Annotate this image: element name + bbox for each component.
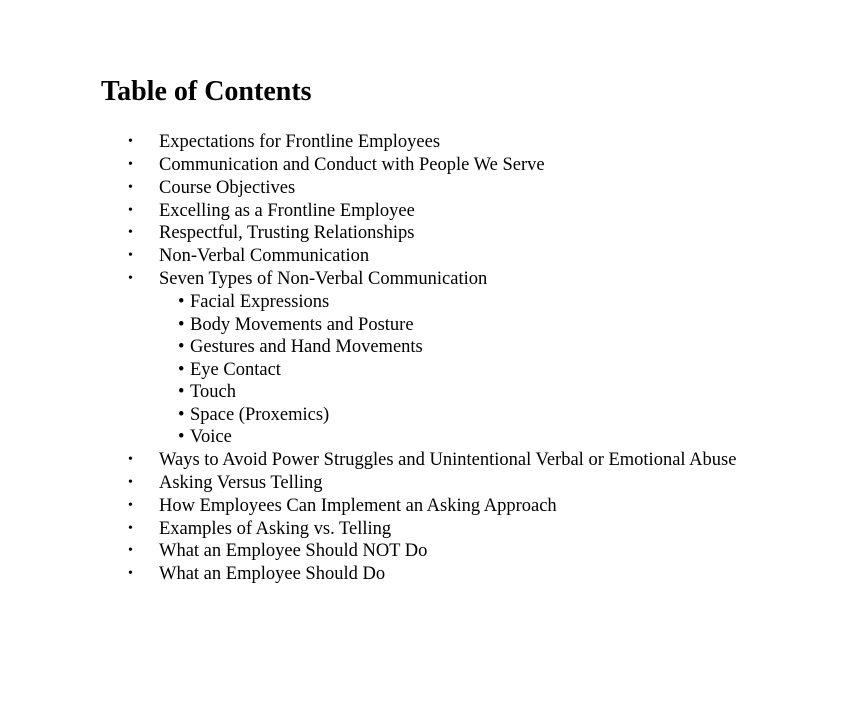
toc-subitem bbox=[0, 404, 862, 427]
page-title: Table of Contents bbox=[101, 76, 312, 107]
sub-bullet-icon: • bbox=[178, 404, 185, 425]
bullet-icon: • bbox=[128, 179, 133, 195]
sub-bullet-icon: • bbox=[178, 427, 185, 448]
bullet-icon: • bbox=[128, 271, 133, 287]
sub-bullet-icon: • bbox=[178, 314, 185, 335]
toc-item-label: Examples of Asking vs. Telling bbox=[159, 518, 392, 539]
toc-item-label: Seven Types of Non-Verbal Communication bbox=[159, 269, 488, 290]
toc-item bbox=[0, 222, 862, 245]
bullet-icon: • bbox=[128, 566, 133, 582]
toc-subitem-label: Facial Expressions bbox=[190, 291, 330, 312]
toc-item-label: Non-Verbal Communication bbox=[159, 246, 370, 267]
toc-subitem-label: Voice bbox=[190, 427, 232, 448]
toc-item-label: Asking Versus Telling bbox=[159, 472, 323, 493]
toc-item bbox=[0, 245, 862, 268]
toc-item bbox=[0, 540, 862, 563]
toc-item bbox=[0, 200, 862, 223]
toc-item-label: Communication and Conduct with People We Serve bbox=[159, 154, 545, 175]
toc-item bbox=[0, 131, 862, 154]
bullet-icon: • bbox=[128, 156, 133, 172]
bullet-icon: • bbox=[128, 497, 133, 513]
toc-item-label: Ways to Avoid Power Struggles and Unintentional Verbal or Emotional Abuse bbox=[159, 450, 737, 471]
toc-subitem-label: Space (Proxemics) bbox=[190, 404, 330, 425]
toc-item bbox=[0, 518, 862, 541]
toc-item-label: Excelling as a Frontline Employee bbox=[159, 200, 415, 221]
toc-item-label: What an Employee Should Do bbox=[159, 564, 386, 585]
toc-item bbox=[0, 154, 862, 177]
toc-item bbox=[0, 268, 862, 291]
toc-item-label: Course Objectives bbox=[159, 177, 296, 198]
bullet-icon: • bbox=[128, 474, 133, 490]
toc-subitem-label: Body Movements and Posture bbox=[190, 314, 414, 335]
toc-subitem bbox=[0, 381, 862, 404]
sub-bullet-icon: • bbox=[178, 382, 185, 403]
toc-item-label: What an Employee Should NOT Do bbox=[159, 541, 428, 562]
toc-item-label: How Employees Can Implement an Asking Approach bbox=[159, 495, 557, 516]
toc-subitem bbox=[0, 336, 862, 359]
bullet-icon: • bbox=[128, 452, 133, 468]
toc-item bbox=[0, 472, 862, 495]
toc-item-label: Respectful, Trusting Relationships bbox=[159, 223, 415, 244]
sub-bullet-icon: • bbox=[178, 359, 185, 380]
bullet-icon: • bbox=[128, 248, 133, 264]
sub-bullet-icon: • bbox=[178, 337, 185, 358]
bullet-icon: • bbox=[128, 543, 133, 559]
toc-item bbox=[0, 563, 862, 586]
toc-item-label: Expectations for Frontline Employees bbox=[159, 132, 441, 152]
toc-list bbox=[0, 131, 862, 586]
toc-item bbox=[0, 495, 862, 518]
toc-subitem bbox=[0, 426, 862, 449]
toc-subitem bbox=[0, 359, 862, 382]
toc-subitem bbox=[0, 314, 862, 337]
toc-item bbox=[0, 449, 862, 472]
toc-subitem bbox=[0, 291, 862, 314]
bullet-icon: • bbox=[128, 202, 133, 218]
bullet-icon: • bbox=[128, 225, 133, 241]
toc-subitem-label: Touch bbox=[190, 382, 236, 403]
bullet-icon: • bbox=[128, 520, 133, 536]
toc-item bbox=[0, 177, 862, 200]
sub-bullet-icon: • bbox=[178, 291, 185, 312]
toc-subitem-label: Eye Contact bbox=[190, 359, 281, 380]
bullet-icon: • bbox=[128, 134, 133, 149]
toc-subitem-label: Gestures and Hand Movements bbox=[190, 337, 423, 358]
